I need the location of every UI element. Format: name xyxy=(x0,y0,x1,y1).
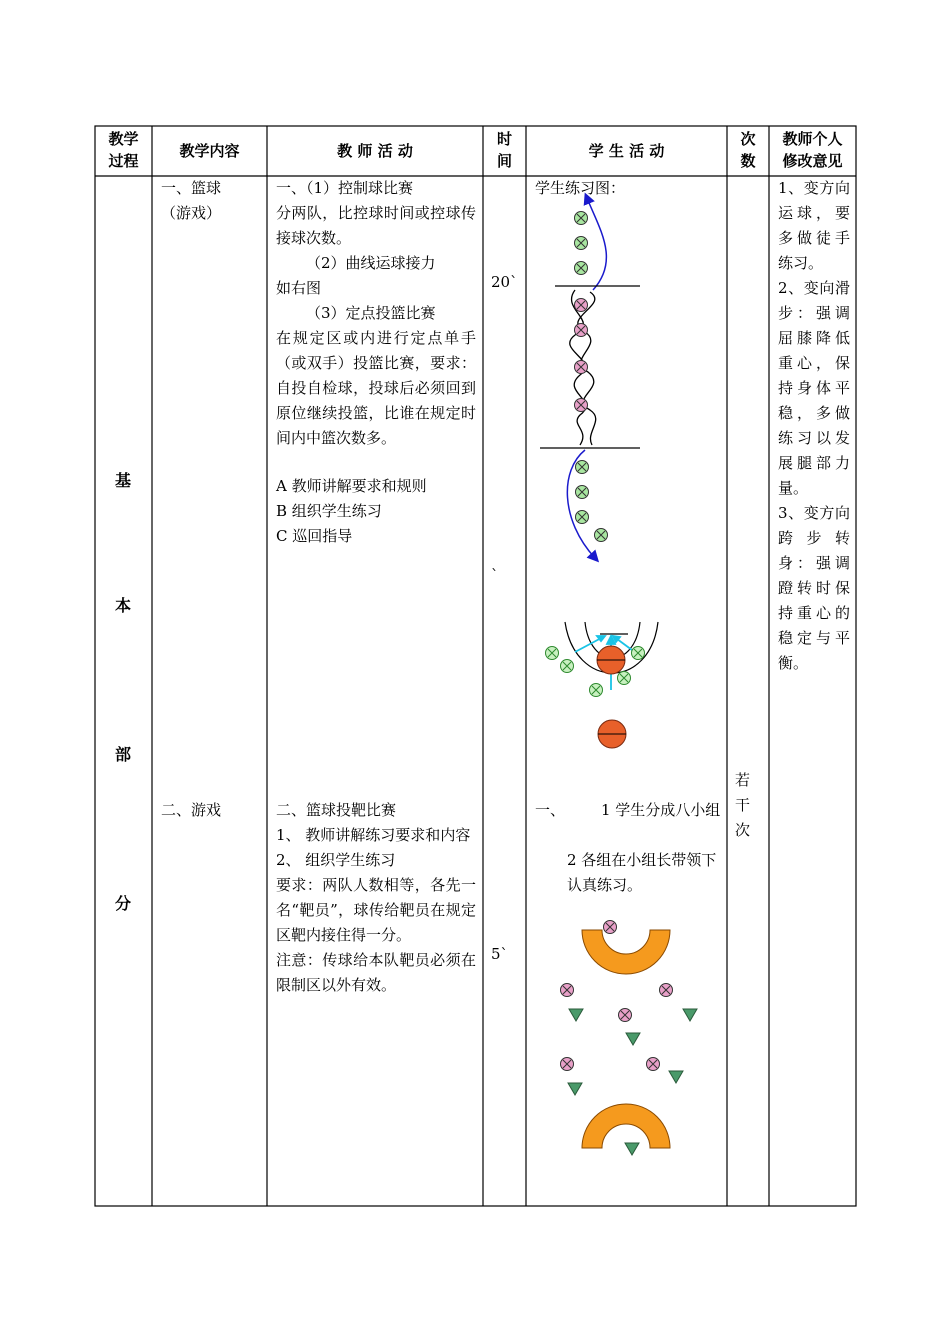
process-char-3: 部 xyxy=(115,745,132,764)
basketball-near-hoop xyxy=(597,646,625,674)
green-players-top xyxy=(575,212,588,275)
green-players-bottom xyxy=(576,461,608,542)
content-basketball: 一、篮球 （游戏） xyxy=(161,179,222,222)
teacher-steps: A 教师讲解要求和规则 B 组织学生练习 C 巡回指导 xyxy=(276,477,427,545)
process-char-2: 本 xyxy=(115,596,132,615)
header-content: 教学内容 xyxy=(179,142,240,160)
process-char-1: 基 xyxy=(115,471,132,490)
time-2: ` xyxy=(491,566,499,584)
time-1: 20` xyxy=(491,273,518,291)
header-student-activity: 学 生 活 动 xyxy=(588,142,665,160)
shooter-players xyxy=(546,647,645,697)
target-zone-top xyxy=(582,930,670,974)
shooting-diagram xyxy=(535,615,665,755)
content-game: 二、游戏 xyxy=(161,801,222,819)
teacher-section-2: 二、篮球投靶比赛 1、 教师讲解练习要求和内容 2、 组织学生练习 要求：两队人数相等，各先一名“靶员”，球传给靶员在规定区靶内接住得一分。 注意：传球给本队靶员必须在限制区以外有效。 xyxy=(276,801,476,994)
run-arrow-path xyxy=(587,198,606,290)
header-teacher-activity: 教 师 活 动 xyxy=(337,142,413,160)
count-value: 若 干 次 xyxy=(735,771,751,839)
target-zone-bottom xyxy=(582,1104,670,1148)
opinion-notes: 1、变方向运球，要多做徒手练习。 2、变向滑步：强调屈膝降低重心，保持身体平稳，多做练习以发展腿部力量。 3、变方向跨 步 转身：强调蹬转时保持重心的稳定与平衡。 xyxy=(778,179,850,672)
header-opinion: 教师个人 修改意见 xyxy=(782,130,843,170)
process-char-4: 分 xyxy=(115,894,132,913)
teacher-section-1: 一、（1）控制球比赛 分两队，比控球时间或控球传接球次数。 （2）曲线运球接力 如右图 （3）定点投篮比赛 在规定区或内进行定点单手（或双手）投篮比赛，要求：自投自检球，投球后必须回到原位继续投篮，比谁在规定时间内中篮次数多。 xyxy=(276,179,476,447)
dribble-relay-diagram xyxy=(530,190,660,570)
basketball-bottom xyxy=(598,720,626,748)
student-section-2: 一、 1 学生分成八小组 2 各组在小组长带领下认真练习。 xyxy=(535,801,721,894)
student-diagram-label: 学生练习图： xyxy=(535,179,626,197)
target-game-diagram xyxy=(545,915,705,1165)
pink-players-middle xyxy=(575,299,588,412)
header-count: 次 数 xyxy=(740,130,756,170)
time-3: 5` xyxy=(491,945,509,963)
header-process: 教学 过程 xyxy=(108,130,139,170)
header-time: 时 间 xyxy=(496,130,512,170)
